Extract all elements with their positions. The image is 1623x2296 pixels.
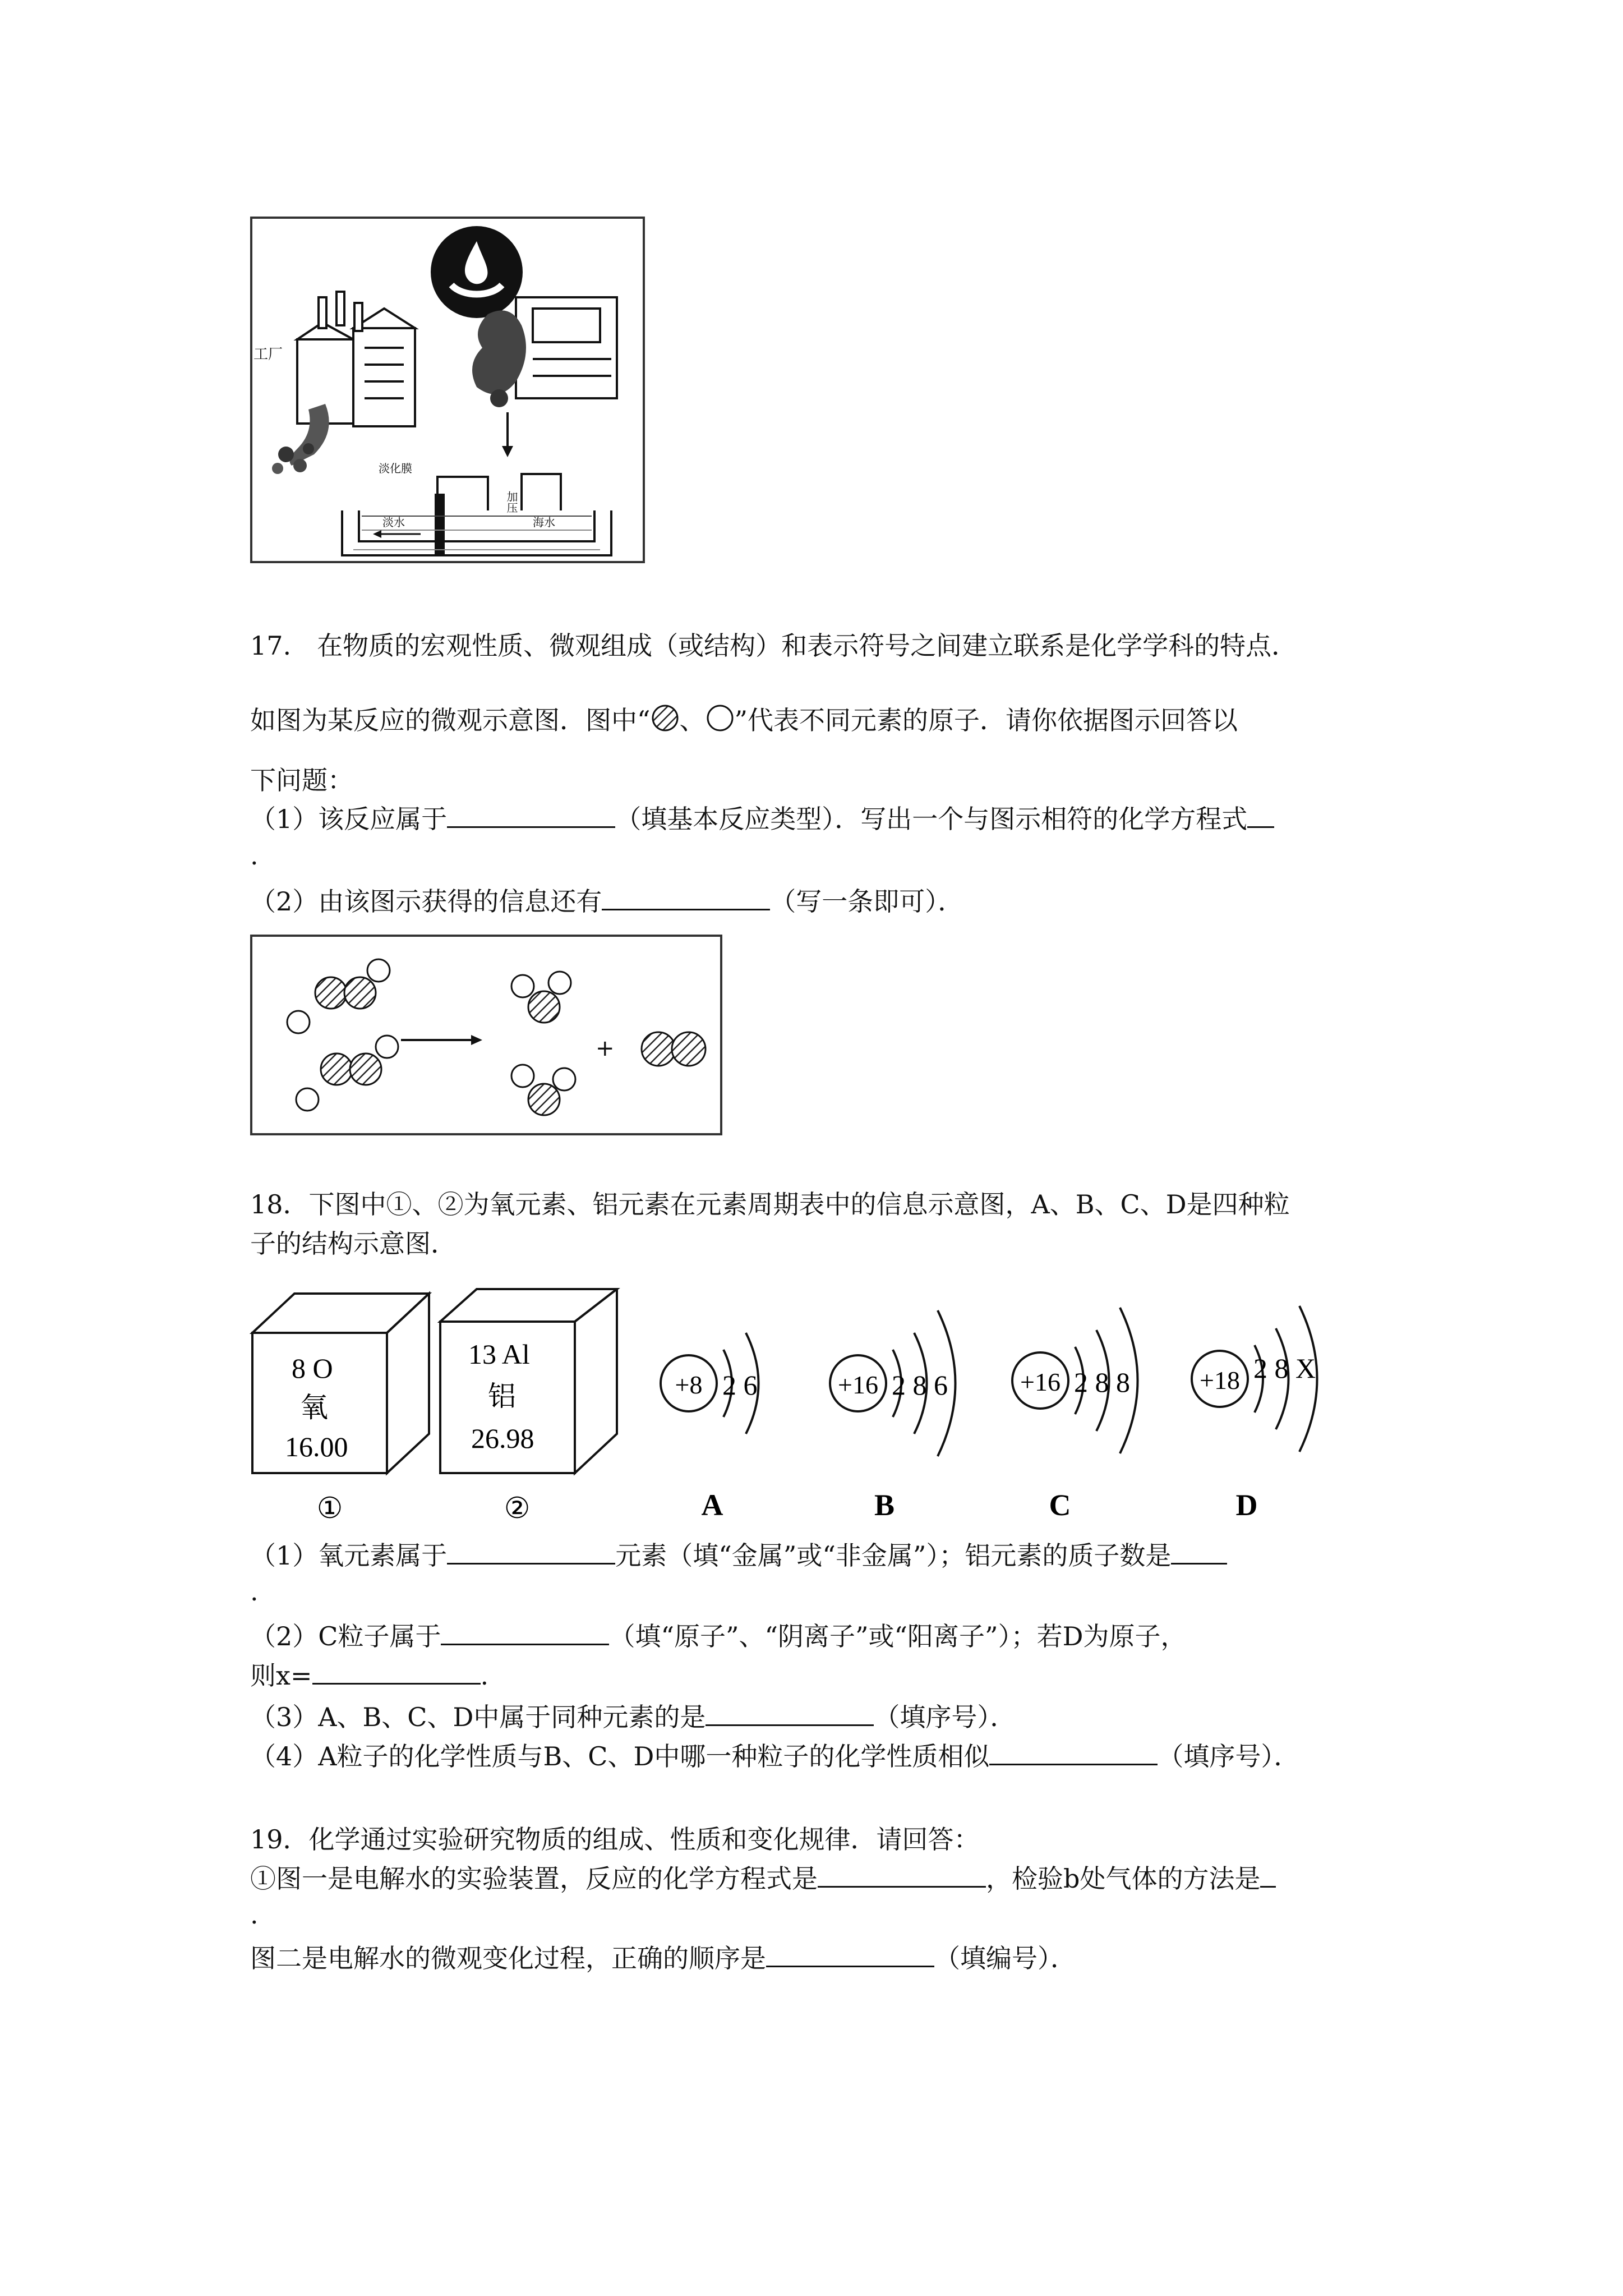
answer-blank[interactable]	[447, 1540, 615, 1565]
q19-p1-end: .	[250, 1899, 259, 1930]
answer-blank[interactable]	[1171, 1540, 1227, 1565]
q17-line2	[250, 703, 1238, 736]
particle-a-nucleus: +8	[675, 1370, 703, 1399]
reaction-diagram	[250, 935, 722, 1135]
q17-part1	[250, 804, 1274, 835]
aluminum-number-symbol: 13 Al	[468, 1338, 530, 1370]
plus-sign: +	[596, 1036, 615, 1061]
answer-blank[interactable]	[312, 1660, 481, 1685]
membrane-label: 淡化膜	[379, 462, 412, 475]
q18-p2-b: （填“原子”、“阴离子”或“阳离子”）；若D为原子，	[609, 1621, 1187, 1651]
aluminum-mass: 26.98	[471, 1423, 534, 1454]
pressure-label: 加压	[505, 491, 518, 513]
q17-p1-end: .	[250, 840, 259, 871]
answer-blank[interactable]	[989, 1741, 1158, 1765]
q17-part2	[250, 886, 963, 917]
aluminum-name: 铝	[488, 1380, 516, 1412]
q18-p4-b: （填序号）．	[1158, 1741, 1300, 1772]
sea-water-label: 海水	[533, 516, 555, 529]
q18-p2-a: （2）C粒子属于	[250, 1621, 441, 1651]
element-particle-diagram	[247, 1288, 1380, 1535]
reaction-diagram-svg	[252, 937, 725, 1138]
q18-p2-end: .	[480, 1660, 489, 1691]
answer-blank[interactable]	[1260, 1864, 1276, 1888]
oxygen-mass: 16.00	[285, 1431, 348, 1462]
q18-p4-a: （4）A粒子的化学性质与B、C、D中哪一种粒子的化学性质相似	[250, 1741, 990, 1772]
q18-part2	[250, 1621, 1186, 1652]
q19-p1-b: ，检验b处气体的方法是	[986, 1864, 1261, 1894]
q18-line1: 18．下图中①、②为氧元素、铝元素在元素周期表中的信息示意图，A、B、C、D是四种粒	[250, 1189, 1290, 1220]
q17-p2-b: （写一条即可）．	[770, 886, 964, 917]
oxygen-name: 氧	[300, 1391, 328, 1424]
answer-blank[interactable]	[441, 1621, 609, 1645]
answer-blank[interactable]	[766, 1943, 934, 1967]
factory-label: 工厂	[253, 346, 283, 363]
blank-atom-icon	[706, 703, 735, 733]
q18-p1-end: .	[250, 1576, 259, 1607]
q17-p1-b: （填基本反应类型）．写出一个与图示相符的化学方程式	[615, 804, 1248, 834]
oxygen-number-symbol: 8 O	[292, 1352, 333, 1384]
element-particle-svg	[247, 1288, 1380, 1535]
particle-d-nucleus: +18	[1200, 1366, 1240, 1395]
particle-c-nucleus: +16	[1020, 1368, 1061, 1396]
q18-p3-a: （3）A、B、C、D中属于同种元素的是	[250, 1702, 706, 1732]
q18-p3-b: （填序号）．	[874, 1702, 1016, 1732]
aluminum-label: ②	[504, 1492, 531, 1525]
particle-d-label: D	[1235, 1488, 1258, 1522]
q19-p1-a: ①图一是电解水的实验装置，反应的化学方程式是	[250, 1864, 818, 1894]
particle-b-shells: 2 8 6	[892, 1369, 948, 1401]
particle-b-label: B	[874, 1488, 895, 1522]
q18-p2-c: 则x=	[250, 1660, 312, 1691]
q17-line2-sep: 、	[679, 705, 706, 735]
q18-part1	[250, 1540, 1227, 1571]
answer-blank[interactable]	[602, 886, 770, 910]
particle-a-label: A	[701, 1488, 723, 1522]
particle-b-nucleus: +16	[838, 1370, 878, 1399]
desalination-illustration	[252, 219, 647, 565]
q18-p1-a: （1）氧元素属于	[250, 1540, 448, 1571]
q17-p1-a: （1）该反应属于	[250, 804, 448, 834]
particle-c-label: C	[1049, 1488, 1071, 1522]
q18-line2: 子的结构示意图．	[250, 1228, 457, 1259]
desalination-figure	[250, 217, 645, 563]
hatched-atom-icon	[651, 703, 680, 733]
q17-line1: 17. 在物质的宏观性质、微观组成（或结构）和表示符号之间建立联系是化学学科的特点．	[250, 631, 1298, 661]
answer-blank[interactable]	[706, 1702, 874, 1726]
q18-part3	[250, 1702, 1016, 1733]
particle-a-shells: 2 6	[722, 1369, 758, 1401]
q19-part2	[250, 1943, 1076, 1974]
q19-p2-a: 图二是电解水的微观变化过程，正确的顺序是	[250, 1943, 766, 1973]
particle-d-shells: 2 8 X	[1253, 1352, 1316, 1384]
q17-line3: 下问题：	[250, 765, 353, 795]
fresh-water-label: 淡水	[382, 516, 405, 529]
q19-part1	[250, 1864, 1276, 1894]
q18-part4	[250, 1741, 1299, 1772]
q18-part2-cont	[250, 1660, 488, 1691]
q19-line1: 19．化学通过实验研究物质的组成、性质和变化规律．请回答：	[250, 1824, 980, 1855]
q17-line2-a: 如图为某反应的微观示意图．图中“	[250, 705, 651, 735]
answer-blank[interactable]	[818, 1864, 986, 1888]
q18-p1-b: 元素（填“金属”或“非金属”）；铝元素的质子数是	[615, 1540, 1172, 1571]
answer-blank[interactable]	[447, 804, 615, 828]
particle-c-shells: 2 8 8	[1074, 1366, 1130, 1398]
q19-p2-b: （填编号）．	[934, 1943, 1076, 1973]
q17-line2-b: ”代表不同元素的原子．请你依据图示回答以	[734, 705, 1238, 735]
answer-blank[interactable]	[1247, 804, 1274, 828]
q17-p2-a: （2）由该图示获得的信息还有	[250, 886, 602, 917]
oxygen-label: ①	[316, 1492, 343, 1525]
